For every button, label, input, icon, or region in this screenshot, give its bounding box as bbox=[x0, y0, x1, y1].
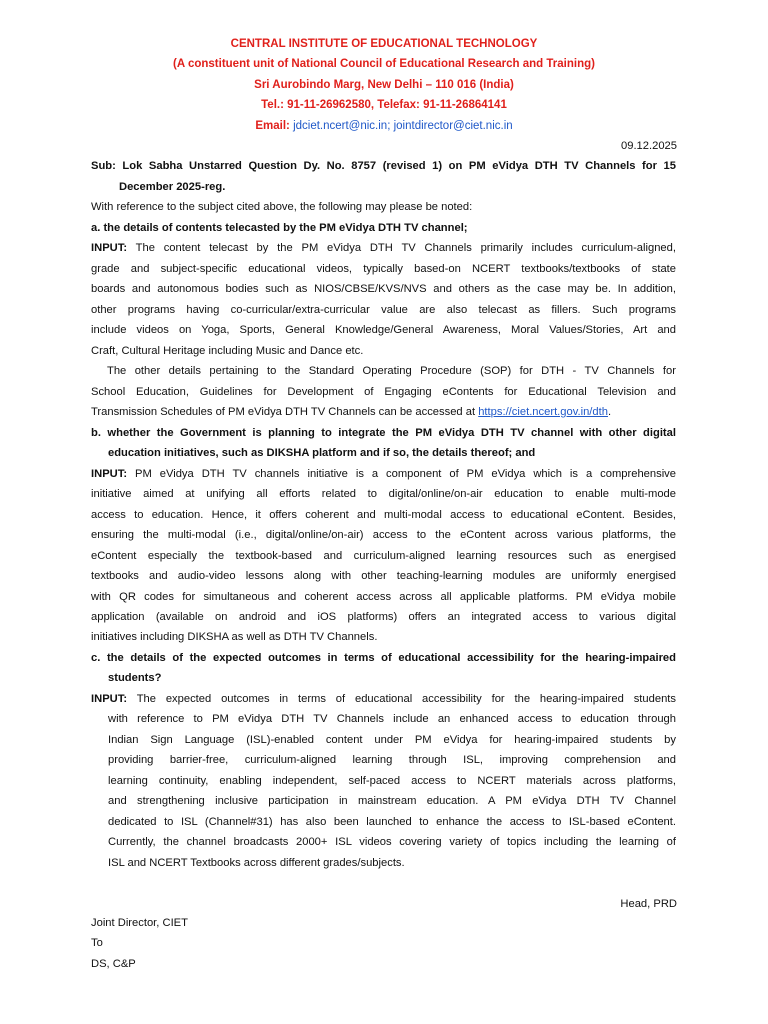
section-b-heading-line-1: b. whether the Government is planning to integrate the PM eVidya DTH TV channel with other digital bbox=[91, 427, 676, 439]
section-b-line bbox=[91, 464, 676, 485]
section-c-line: learning continuity, enabling independent, self-paced access to NCERT materials across platforms, bbox=[108, 775, 676, 787]
email-link-2[interactable]: jointdirector@ciet.nic.in bbox=[393, 120, 513, 132]
subject-line-2: December 2025-reg. bbox=[119, 181, 226, 193]
signature-designation: Head, PRD bbox=[620, 898, 677, 910]
section-c-line: Currently, the channel broadcasts 2000+ ISL videos covering variety of topics including the learning of bbox=[108, 836, 676, 848]
from-designation: Joint Director, CIET bbox=[91, 917, 188, 929]
dth-link[interactable]: https://ciet.ncert.gov.in/dth bbox=[478, 406, 608, 418]
institute-email-line bbox=[0, 119, 768, 133]
section-a-line: Craft, Cultural Heritage including Music and Dance etc. bbox=[91, 345, 364, 357]
input-label: INPUT: bbox=[91, 693, 128, 705]
section-b-line: initiative aimed at unifying all efforts related to digital/online/on-air education to enable multi-mode bbox=[91, 488, 676, 500]
email-label: Email: bbox=[255, 120, 294, 132]
email-link-1[interactable]: jdciet.ncert@nic.in bbox=[293, 120, 388, 132]
section-c-line: providing barrier-free, curriculum-aligned learning through ISL, improving comprehension and bbox=[108, 754, 676, 766]
section-a-para2-period: . bbox=[607, 406, 612, 418]
section-c-line: ISL and NCERT Textbooks across different grades/subjects. bbox=[108, 857, 405, 869]
section-b-line: access to education. Hence, it offers coherent and multi-modal access to educational eContent. Besides, bbox=[91, 509, 676, 521]
section-b-line: with QR codes for simultaneous and coherent access across all applicable platforms. PM eVidya mobile bbox=[91, 591, 676, 603]
input-label: INPUT: bbox=[91, 468, 128, 480]
section-a-para2-text: Transmission Schedules of PM eVidya DTH TV Channels can be accessed at bbox=[91, 406, 479, 418]
section-a-para2-line: School Education, Guidelines for Development of Engaging eContents for Educational Television and bbox=[91, 386, 676, 398]
section-b-line: eContent especially the textbook-based and curriculum-aligned learning resources such as energised bbox=[91, 550, 676, 562]
section-b-line: initiatives including DIKSHA as well as DTH TV Channels. bbox=[91, 631, 378, 643]
section-a-line: other programs having co-curricular/extra-curricular value are also telecast as fillers. Such programs bbox=[91, 304, 676, 316]
section-b-line: textbooks and audio-video lessons along with other teaching-learning modules are uniformly energised bbox=[91, 570, 676, 582]
section-a-line: grade and subject-specific educational videos, typically based-on NCERT textbooks/textbooks of state bbox=[91, 263, 676, 275]
section-b-heading-line-2: education initiatives, such as DIKSHA platform and if so, the details thereof; and bbox=[108, 447, 536, 459]
input-label: INPUT: bbox=[91, 242, 128, 254]
section-b-line: application (available on android and iOS platforms) offers an integrated access to various digital bbox=[91, 611, 676, 623]
to-recipient: DS, C&P bbox=[91, 958, 136, 970]
section-b-line: ensuring the multi-modal (i.e., digital/online/on-air) access to the eContent across various platforms, the bbox=[91, 529, 676, 541]
section-c-line: with reference to PM eVidya DTH TV Channels include an enhanced access to education through bbox=[108, 713, 676, 725]
section-c-heading-line-2: students? bbox=[108, 672, 162, 684]
section-a-text: The content telecast by the PM eVidya DTH TV Channels primarily includes curriculum-aligned, bbox=[127, 242, 676, 254]
section-c-line: Indian Sign Language (ISL)-enabled content under PM eVidya for hearing-impaired students by bbox=[108, 734, 676, 746]
section-a-heading: a. the details of contents telecasted by the PM eVidya DTH TV channel; bbox=[91, 222, 468, 234]
section-a-line: include videos on Yoga, Sports, General Knowledge/General Awareness, Moral Values/Stories, Art and bbox=[91, 324, 676, 336]
subject-line-1: Sub: Lok Sabha Unstarred Question Dy. No. 8757 (revised 1) on PM eVidya DTH TV Channels for 15 bbox=[91, 160, 676, 172]
institute-name: CENTRAL INSTITUTE OF EDUCATIONAL TECHNOLOGY bbox=[230, 38, 538, 50]
section-a-para2-line: The other details pertaining to the Standard Operating Procedure (SOP) for DTH - TV Channels for bbox=[107, 365, 676, 377]
section-c-line bbox=[91, 689, 676, 710]
section-c-line: and strengthening inclusive participation in mainstream education. A PM eVidya DTH TV Channel bbox=[108, 795, 676, 807]
letter-date: 09.12.2025 bbox=[621, 140, 677, 152]
section-c-line: dedicated to ISL (Channel#31) has also been launched to enhance the access to ISL-based eContent. bbox=[108, 816, 676, 828]
section-c-heading-line-1: c. the details of the expected outcomes in terms of educational accessibility for the hearing-impaired bbox=[91, 652, 676, 664]
section-a-line: boards and autonomous bodies such as NIOS/CBSE/KVS/NVS and others as the case may be. In addition, bbox=[91, 283, 676, 295]
to-label: To bbox=[91, 937, 103, 949]
section-a-para2-line bbox=[91, 402, 611, 423]
intro-text: With reference to the subject cited above, the following may please be noted: bbox=[91, 201, 473, 213]
section-c-text: The expected outcomes in terms of educational accessibility for the hearing-impaired students bbox=[127, 693, 676, 705]
institute-affiliation: (A constituent unit of National Council of Educational Research and Training) bbox=[173, 58, 595, 70]
section-a-line bbox=[91, 238, 676, 259]
section-b-text: PM eVidya DTH TV channels initiative is a component of PM eVidya which is a comprehensive bbox=[127, 468, 676, 480]
email-separator: ; bbox=[387, 120, 394, 132]
institute-address: Sri Aurobindo Marg, New Delhi – 110 016 (India) bbox=[254, 79, 514, 91]
institute-phone: Tel.: 91-11-26962580, Telefax: 91-11-26864141 bbox=[261, 99, 507, 111]
